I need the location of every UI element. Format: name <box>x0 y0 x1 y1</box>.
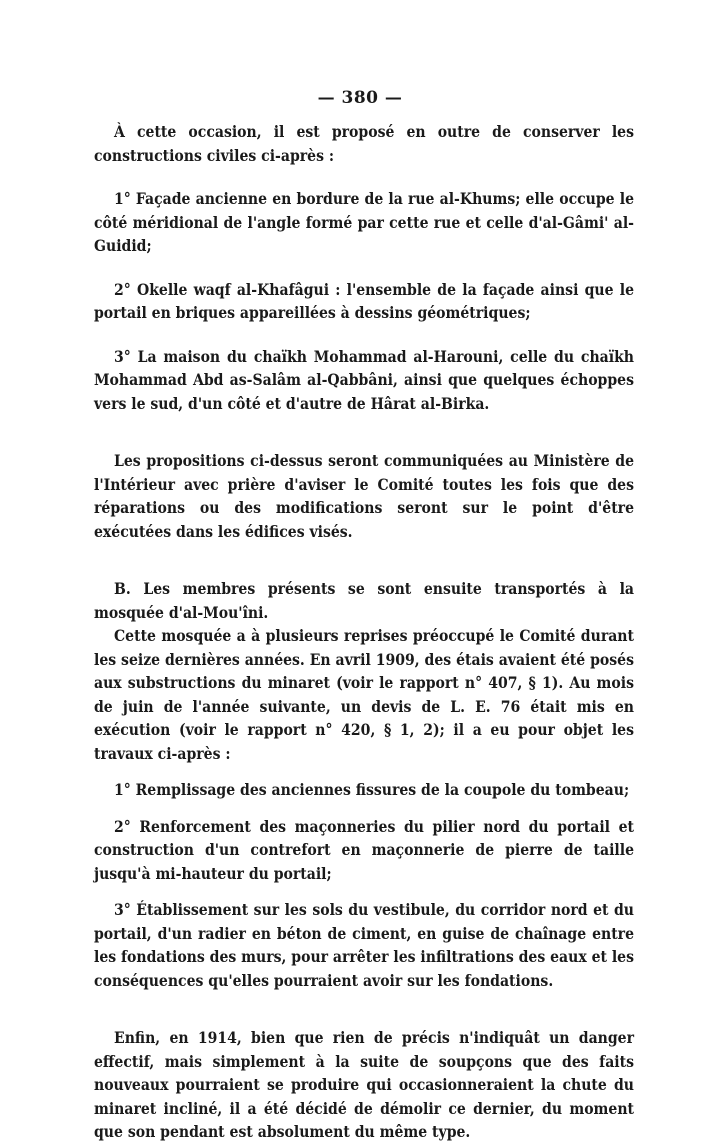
list-item-okelle: 2° Okelle waqf al-Khafâgui : l'ensemble de la façade ainsi que le portail en briques appareillées à dessins géométriques; <box>94 279 634 322</box>
section-b-heading-paragraph: B. Les membres présents se sont ensuite transportés à la mosquée d'al-Mou'îni. <box>94 579 634 622</box>
paragraph-intro: À cette occasion, il est proposé en outre de conserver les constructions civiles ci-après : <box>94 122 634 165</box>
page-number: — 380 — <box>317 88 403 108</box>
list-item-works-2: 2° Renforcement des maçonneries du pilier nord du portail et construction d'un contrefort en maçonnerie de pierre de taille jusqu'à mi-hauteur du portail; <box>94 816 634 883</box>
list-item-facade: 1° Façade ancienne en bordure de la rue al-Khums; elle occupe le côté méridional de l'angle formé par cette rue et celle d'al-Gâmi' al-Guidid; <box>94 189 634 255</box>
list-item-works-1: 1° Remplissage des anciennes fissures de la coupole du tombeau; <box>114 780 630 799</box>
paragraph-conclusion: Enfin, en 1914, bien que rien de précis n'indiquât un danger effectif, mais simplement à la suite de soupçons que des faits nouveaux pourraient se produire qui occasionneraient la chute du minaret incliné, il a été décidé de démolir ce dernier, du moment que son pendant est absolument du même type. <box>94 1028 634 1141</box>
list-item-works-3: 3° Établissement sur les sols du vestibule, du corridor nord et du portail, d'un radier en béton de ciment, en guise de chaînage entre les fondations des murs, pour arrêter les infiltrations des eaux et les conséquences qu'elles pourraient avoir sur les fondations. <box>94 900 635 990</box>
paragraph-mosque-history: Cette mosquée a à plusieurs reprises préoccupé le Comité durant les seize dernières années. En avril 1909, des étais avaient été posés aux substructions du minaret (voir le rapport n° 407, § 1). Au mois de juin de l'année suivante, un devis de L. E. 76 était mis en exécution (voir le rapport n° 420, § 1, 2); il a eu pour objet les travaux ci-après : <box>94 626 634 763</box>
list-item-maison: 3° La maison du chaïkh Mohammad al-Harouni, celle du chaïkh Mohammad Abd as-Salâm al-Qabbâni, ainsi que quelques échoppes vers le sud, d'un côté et d'autre de Hârat al-Birka. <box>94 346 634 413</box>
paragraph-propositions: Les propositions ci-dessus seront communiquées au Ministère de l'Intérieur avec prière d'aviser le Comité toutes les fois que des réparations ou des modifications seront sur le point d'être exécutées dans les édifices visés. <box>94 451 634 541</box>
body-text <box>94 120 634 1144</box>
